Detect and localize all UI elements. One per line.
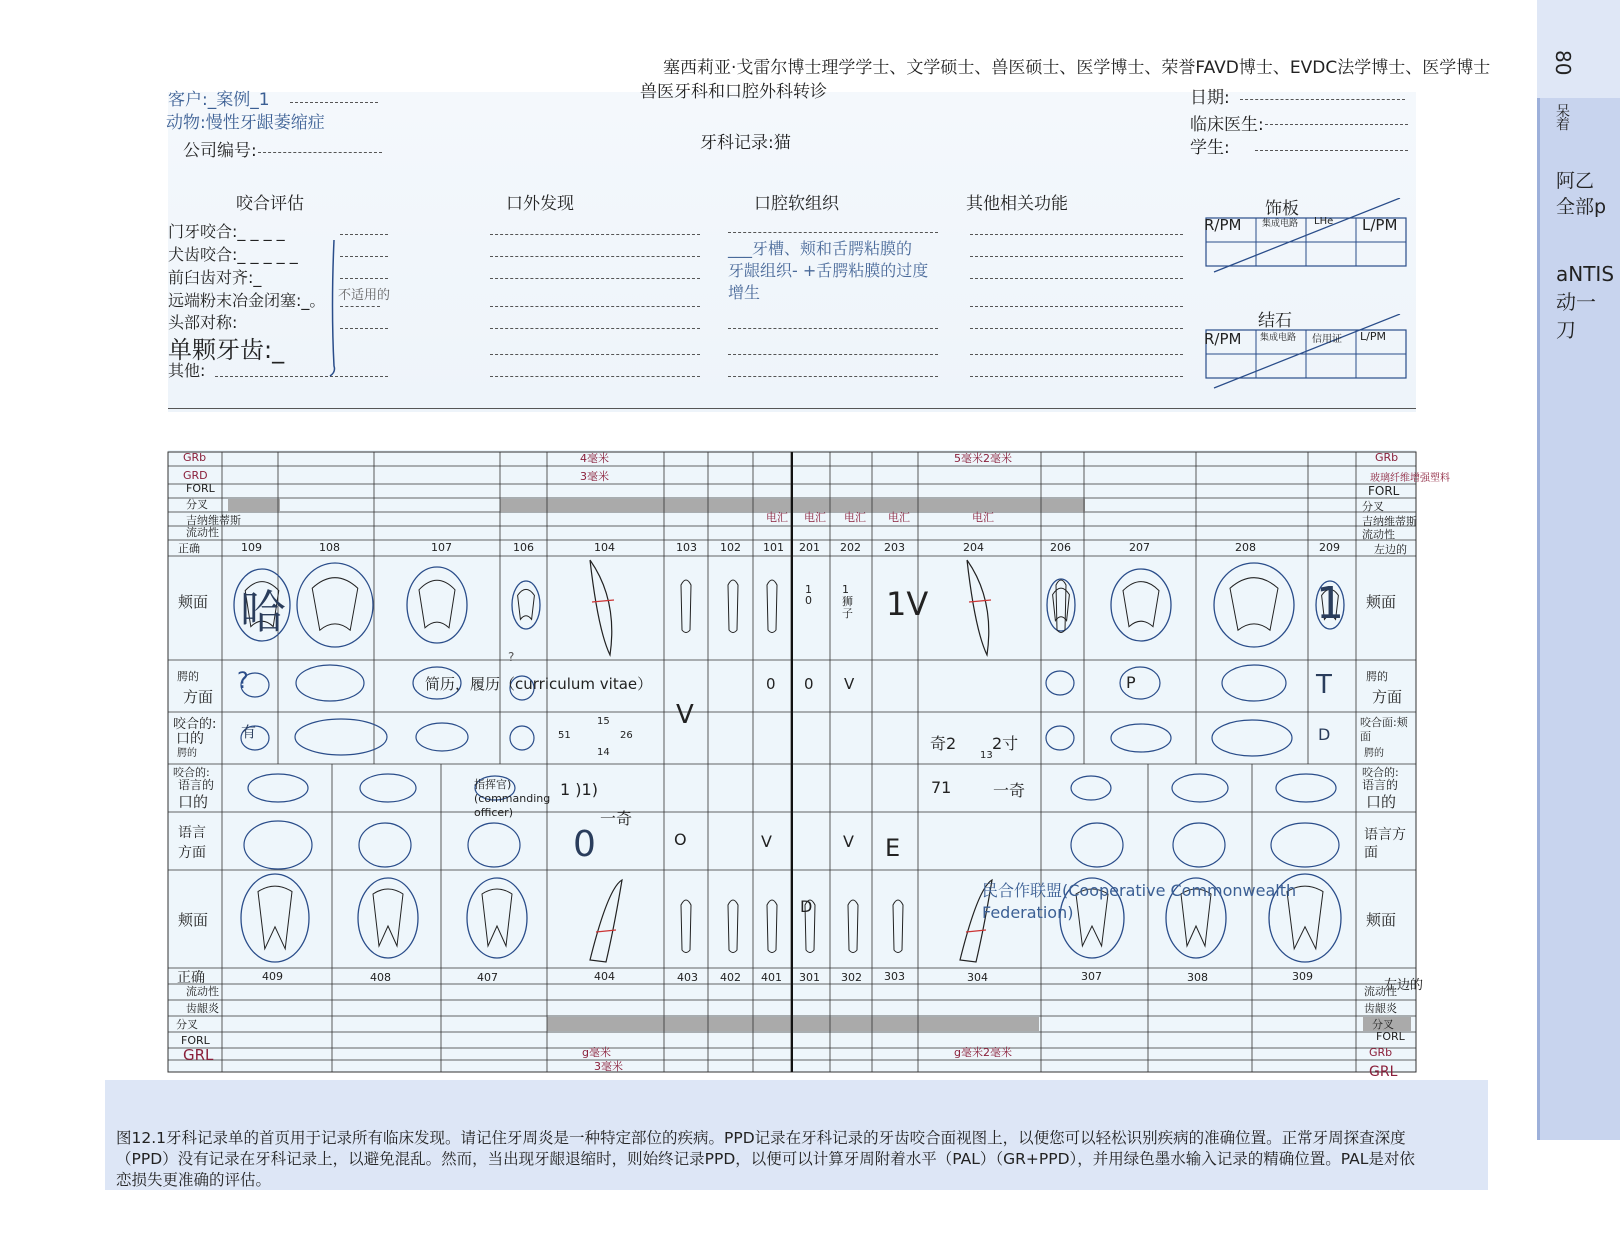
tooth-402: 402 [720,971,741,984]
other-functions-title: 其他相关功能 [966,194,1068,214]
lower-incisor [767,900,777,953]
annotation-v-lower-1: V [761,832,772,851]
tooth-101: 101 [763,541,784,554]
annotation-question-small: ? [508,650,515,664]
annotation-v-upper: V [844,675,855,693]
calculus-c2: 信用证 [1312,334,1342,345]
annotation-26: 26 [620,730,633,741]
occlusion-title: 咬合评估 [236,194,304,214]
occlusion-row-incisor: 门牙咬合:_ _ _ _ [168,222,285,241]
occlusion-row-canine: 犬齿咬合:_ _ _ _ _ [168,245,298,264]
lower-canine [590,880,622,962]
tooth-106: 106 [513,541,534,554]
lingual-occlusal-outline [1172,774,1228,802]
annotation-one-large: 1 [1316,578,1344,629]
annotation-1v: 1V [886,585,929,623]
tooth-407: 407 [477,971,498,984]
lower-tooth-crown [258,886,292,949]
lower-tooth-outline [467,878,527,958]
occlusion-row-symmetry: 头部对称: [168,313,238,332]
tooth-102: 102 [720,541,741,554]
annotation-1pp: 1 )1) [560,780,598,799]
annotation-d: D [800,897,813,916]
annotation-ha: 哈 [240,585,286,639]
lower-tooth-crown [482,889,512,946]
occlusion-row-distal: 远端粉末冶金闭塞:_。 [168,291,326,310]
annotation-o-lower: O [674,830,687,849]
annotation-2cun: 2寸 [992,734,1019,753]
lower-incisor [681,900,691,953]
annotation-d-right: D [1318,725,1331,744]
tooth-302: 302 [841,971,862,984]
lower-incisor [728,900,738,953]
occlusal-outline [1212,720,1292,756]
annotation-71: 71 [931,778,952,797]
tooth-109: 109 [241,541,262,554]
canine-tooth [967,560,989,655]
occlusion-row-single-tooth: 单颗牙齿:_ [168,336,285,364]
incisor-tooth [767,580,777,633]
tooth-outline [1047,579,1075,631]
lower-tooth-outline [358,878,418,958]
calculus-lpm: L/PM [1360,330,1386,343]
lower-incisor [893,900,903,953]
lingual-occlusal-outline [248,774,308,802]
chapter-text: 阿乙全部p [1556,170,1607,218]
lower-measure-2: 3毫米 [594,1060,623,1073]
tooth-307: 307 [1081,970,1102,983]
client-label: 客户:_案例_1 [168,90,270,110]
annotation-zero-2: 0 [804,675,814,693]
chapter-short: 呆着 [1556,104,1570,133]
oral-soft-tissue-title: 口腔软组织 [754,194,839,214]
tooth-201: 201 [799,541,820,554]
lingual-outline [1071,823,1123,867]
tooth-crown [419,580,455,628]
tooth-crown [1230,578,1278,631]
plaque-c2: LHe [1314,216,1334,227]
tooth-crown [312,578,358,631]
incisor-tooth [681,580,691,633]
lingual-outline [468,823,520,867]
calculus-title: 结石 [1258,311,1292,331]
tooth-303: 303 [884,970,905,983]
chapter-sidebar-top [1537,0,1620,98]
tooth-401: 401 [761,971,782,984]
annotation-14: 14 [597,747,610,758]
annotation-13: 13 [980,750,993,761]
tooth-404: 404 [594,970,615,983]
occlusion-row-premolar: 前臼齿对齐:_ [168,268,262,287]
annotation-t: T [1316,670,1332,700]
date-label: 日期: [1190,88,1230,108]
lingual-outline [1271,823,1339,867]
tooth-309: 309 [1292,970,1313,983]
palatal-outline [1222,665,1286,701]
annotation-v-large: V [676,700,694,730]
occlusal-outline [416,723,468,751]
tooth-outline [1214,563,1294,647]
not-applicable-note: 不适用的 [338,288,391,303]
annotation-lion: 1 狮子 [842,583,853,620]
annotation-e: E [885,834,901,862]
upper-measure-3: 5毫米2毫米 [954,452,1012,465]
tooth-209: 209 [1319,541,1340,554]
lower-tooth-outline [241,874,309,962]
annotation-you: 有 [241,723,257,741]
upper-measure-1: 4毫米 [580,452,609,465]
animal-label: 动物:慢性牙龈萎缩症 [166,113,325,133]
tooth-outline [1111,569,1171,641]
lingual-outline [359,823,411,867]
lower-tooth-crown [373,889,403,946]
tooth-408: 408 [370,971,391,984]
annotation-yiqi-left: 一奇 [600,809,633,828]
service-line: 兽医牙科和口腔外科转诊 [640,82,827,102]
tooth-206: 206 [1050,541,1071,554]
tooth-outline [512,581,540,629]
chapter-vertical-text: aNTIS动一刀 [1556,262,1615,342]
lingual-outline [244,821,312,869]
tooth-108: 108 [319,541,340,554]
page-number: 80 [1551,50,1575,76]
calculus-c1: 集成电路 [1260,333,1297,343]
soft-tissue-note: ___牙槽、颊和舌腭粘膜的 牙龈组织- +舌腭粘膜的过度 增生 [728,239,929,302]
lower-measure-3: g毫米2毫米 [954,1046,1012,1059]
lingual-occlusal-outline [1071,776,1111,800]
tooth-207: 207 [1129,541,1150,554]
annotation-v-lower-2: V [843,832,854,851]
tooth-304: 304 [967,971,988,984]
tooth-203: 203 [884,541,905,554]
lower-measure-1: g毫米 [582,1046,611,1059]
tooth-outline [297,563,373,647]
lingual-occlusal-outline [360,774,416,802]
occlusal-outline [510,726,534,750]
annotation-commander: 指挥官)(commanding officer) [474,778,551,819]
clinician-label: 临床医生: [1190,115,1264,135]
occlusal-outline [1046,726,1074,750]
tooth-crown [1053,588,1070,621]
lingual-outline [1173,823,1225,867]
annotation-zero-1: 0 [766,675,776,693]
tooth-crown [1123,582,1159,627]
student-label: 学生: [1190,138,1230,158]
tooth-104: 104 [594,541,615,554]
tooth-202: 202 [840,541,861,554]
plaque-rpm: R/PM [1204,216,1242,234]
palatal-outline [296,665,364,701]
plaque-lpm: L/PM [1362,216,1398,234]
furcation-bar [228,499,280,512]
tooth-403: 403 [677,971,698,984]
tooth-204: 204 [963,541,984,554]
annotation-question: ? [237,669,249,694]
figure-caption: 图12.1牙科记录单的首页用于记录所有临床发现。请记住牙周炎是一种特定部位的疾病。PPD记录在牙科记录的牙齿咬合面视图上，以便您可以轻松识别疾病的准确位置。正常牙周探查深度（PPD）没有记录在牙科记录上，以避免混乱。然而，当出现牙龈退缩时，则始终记录PPD，以便可以计算牙周附着水平（PAL）（GR+PPD），并用绿色墨水输入记录的精确位置。PAL是对依恋损失更准确的评估。 [116,1129,1415,1189]
tooth-308: 308 [1187,971,1208,984]
plaque-title: 饰板 [1265,199,1299,219]
annotation-zero-large: 0 [573,824,596,865]
lingual-occlusal-outline [1276,774,1336,802]
calculus-rpm: R/PM [1204,330,1242,348]
annotation-cv: 简历，履历（curriculum vitae） [425,675,653,693]
palatal-outline [1046,671,1074,695]
tooth-outline [407,567,467,643]
annotation-p: P [1126,673,1136,692]
annotation-ccf: 民合作联盟(Cooperative Commonwealth Federation) [982,881,1297,922]
incisor-tooth [728,580,738,633]
occlusion-row-other: 其他: [168,361,206,380]
company-label: 公司编号: [183,141,257,161]
tooth-103: 103 [676,541,697,554]
annotation-51: 51 [558,730,571,741]
occlusal-outline [1111,724,1171,752]
record-title: 牙科记录:猫 [700,133,791,153]
tooth-208: 208 [1235,541,1256,554]
lower-incisor [848,900,858,953]
canine-tooth [590,560,612,655]
author-credentials: 塞西莉亚·戈雷尔博士理学学士、文学硕士、兽医硕士、医学博士、荣誉FAVD博士、EVDC法学博士、医学博士 [663,58,1491,78]
annotation-qi2: 奇2 [930,734,957,753]
tooth-107: 107 [431,541,452,554]
upper-measure-2: 3毫米 [580,470,609,483]
tooth-crown [518,589,535,619]
plaque-c1: 集成电路 [1262,219,1299,229]
occlusal-outline [295,719,387,755]
annotation-15: 15 [597,716,610,727]
tooth-301: 301 [799,971,820,984]
extraoral-title: 口外发现 [506,194,574,214]
annotation-10: 1 0 [805,583,812,607]
annotation-yiqi-right: 一奇 [993,781,1026,800]
tooth-409: 409 [262,970,283,983]
